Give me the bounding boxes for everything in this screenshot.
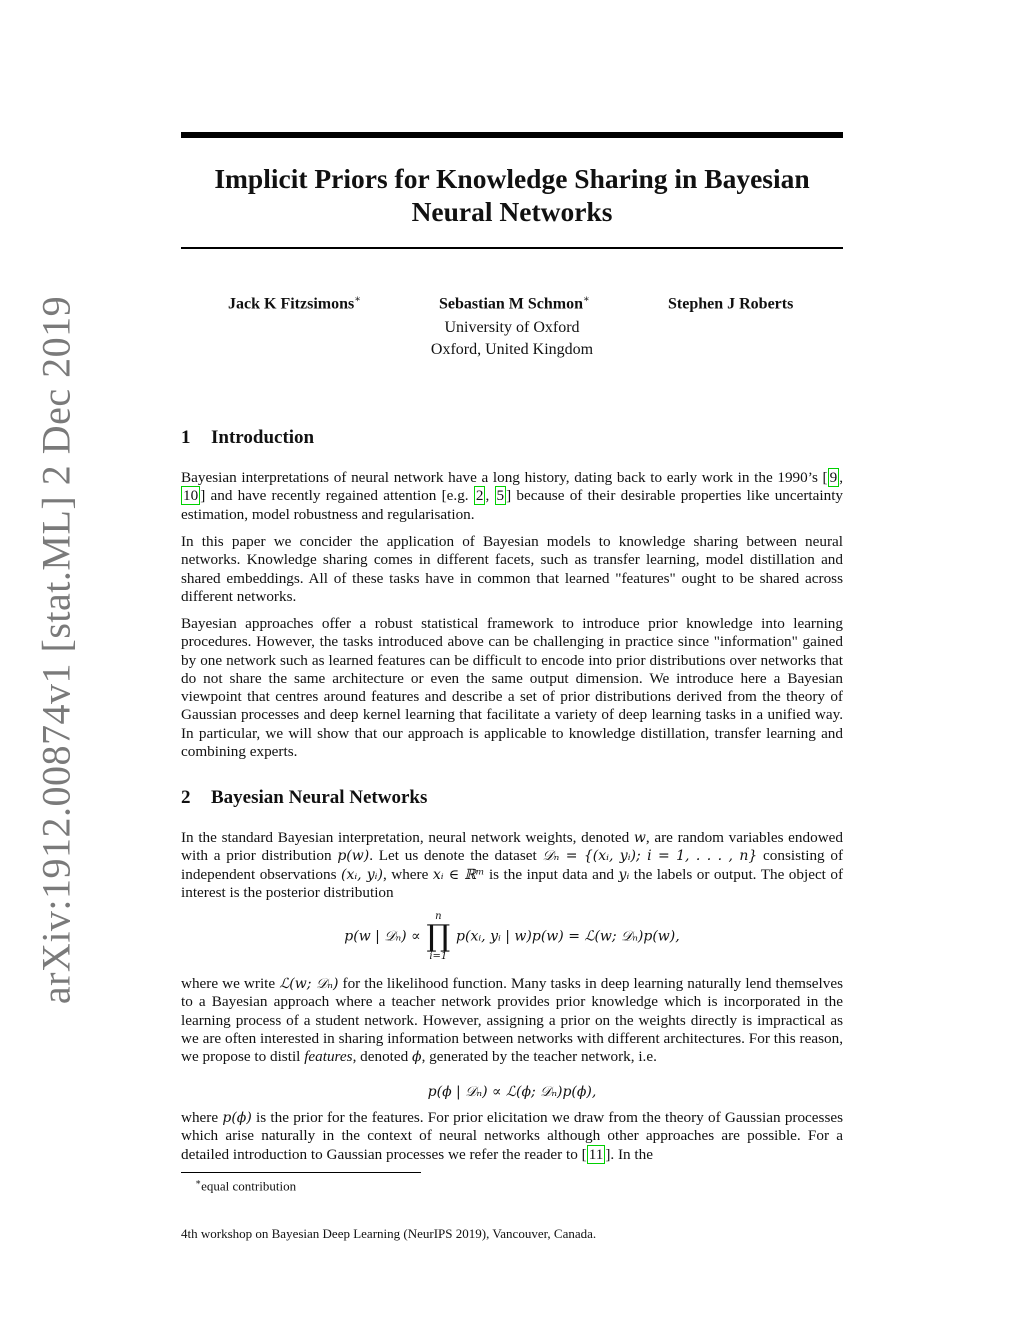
affiliation [181,317,843,361]
citation-11[interactable]: 11 [588,1145,604,1163]
footnote: ∗equal contribution [195,1177,297,1194]
equation-posterior: p(w | 𝒟ₙ) ∝ n ∏ i=1 p(xᵢ, yᵢ | w)p(w) = ℒ(w; 𝒟ₙ)p(w), [344,911,680,962]
product-operator: n ∏ i=1 [426,911,451,962]
author-schmon: Sebastian M Schmon∗ [439,294,590,313]
title-line-1: Implicit Priors for Knowledge Sharing in Bayesian [214,163,810,194]
affiliation-university: University of Oxford [444,319,580,336]
bnn-paragraph-3: where p(ϕ) is the prior for the features. For prior elicitation we draw from the theory of Gaussian processes which arise naturally in the context of neural networks although other approaches are possible. For a detailed introduction to Gaussian processes we refer the reader to [ 11 ]. In the [181,1109,844,1163]
paper-title [181,162,843,228]
intro-paragraph-1: Bayesian interpretations of neural network have a long history, dating back to early work in the 1990’s [ 9 , 10 ] and have recently regained attention [e.g. 2 , 5 ] because of their desirable properties like uncertainty estimation, model robustness and regularisation. [181,469,844,523]
author-fitzsimons: Jack K Fitzsimons∗ [228,294,362,313]
venue-note: 4th workshop on Bayesian Deep Learning (NeurIPS 2019), Vancouver, Canada. [181,1226,597,1241]
footnote-rule [181,1172,421,1173]
citation-5[interactable]: 5 [496,487,505,505]
intro-paragraph-3: Bayesian approaches offer a robust statistical framework to introduce prior knowledge into learning procedures. However, the tasks introduced above can be challenging in practice since "information" gained by one network such as learned features can be difficult to encode into prior distributions over networks that do not share the same architecture or even the same output dimension. We introduce here a Bayesian viewpoint that centres around features and describe a set of prior distributions derived from the theory of Gaussian processes and deep kernel learning that facilitate a variety of deep learning tasks in a unified way. In particular, we will show that our approach is applicable to knowledge distillation, transfer learning and combining experts. [181,615,843,761]
section-heading-introduction: 1 Introduction [181,427,315,448]
equation-feature-posterior: p(ϕ | 𝒟ₙ) ∝ ℒ(ϕ; 𝒟ₙ)p(ϕ), [427,1084,597,1100]
author-mark: ∗ [583,294,590,305]
citation-2[interactable]: 2 [475,487,484,505]
author-roberts: Stephen J Roberts [668,295,794,313]
citation-9[interactable]: 9 [829,469,838,486]
author-block [181,294,843,374]
author-mark: ∗ [354,294,362,305]
intro-paragraph-2: In this paper we concider the application of Bayesian models to knowledge sharing between neural networks. Knowledge sharing comes in different facets, such as transfer learning, model distillation and shared embeddings. All of these tasks have in common that learned "features" ought to be shared across different networks. [181,533,843,605]
section-heading-bnn: 2 Bayesian Neural Networks [181,787,428,808]
bnn-paragraph-2: where we write ℒ(w; 𝒟ₙ) for the likelihood function. Many tasks in deep learning naturally lend themselves to a Bayesian approach where a teacher network provides prior knowledge which is incorporated in the learning process of a student network. However, assigning a prior on the weights directly is impractical as we are often interested in sharing information between networks with different architectures. For this reason, we propose to distil features, denoted ϕ, generated by the teacher network, i.e. [181,975,844,1066]
title-line-2: Neural Networks [411,196,613,227]
arxiv-identifier: arXiv:1912.00874v1 [stat.ML] 2 Dec 2019 [33,295,79,1005]
title-rule-top [181,132,843,138]
title-rule-bottom [181,247,843,249]
citation-10[interactable]: 10 [183,487,199,505]
affiliation-location: Oxford, United Kingdom [430,341,594,358]
bnn-paragraph-1: In the standard Bayesian interpretation, neural network weights, denoted w, are random variables endowed with a prior distribution p(w). Let us denote the dataset 𝒟ₙ = {(xᵢ, yᵢ); i = 1, . . . , n} consisting of independent observations (xᵢ, yᵢ), where xᵢ ∈ ℝᵐ is the input data and yᵢ the labels or output. The object of interest is the posterior distribution [181,829,844,901]
